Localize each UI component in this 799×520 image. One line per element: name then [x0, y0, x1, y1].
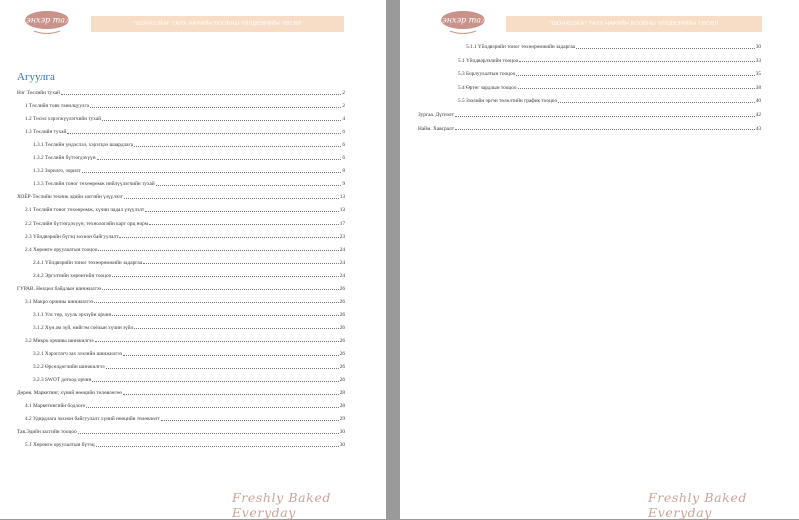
- toc-leader-dots: [94, 302, 339, 303]
- bakery-logo: [19, 8, 75, 36]
- toc-entry-page: 26: [339, 285, 345, 292]
- toc-entry[interactable]: [25, 414, 345, 422]
- toc-entry-page: 23: [339, 233, 345, 240]
- toc-leader-dots: [143, 263, 339, 264]
- toc-entry[interactable]: [33, 153, 345, 161]
- toc-entry-page: 26: [339, 364, 345, 371]
- toc-entry-page: 24: [339, 259, 345, 266]
- header-title: "ШОНХОЗЕН" ТАЛХ НАРИЙН БООВНЫ ҮЙЛДВЭРИЙН ТӨСӨЛ: [133, 21, 302, 27]
- document-page-left: [0, 0, 386, 519]
- toc-entry[interactable]: [17, 88, 345, 96]
- toc-entry-label: Нэг Төслийн тухай: [17, 90, 60, 96]
- toc-entry-page: 4: [342, 116, 345, 123]
- toc-entry-label: 3.2 Микро орчины шинжилгээ: [25, 337, 94, 344]
- toc-entry-label: 4.1 Маркетингийн бодлого: [25, 403, 86, 410]
- document-page-right: [400, 0, 799, 519]
- toc-leader-dots: [92, 381, 338, 382]
- toc-entry[interactable]: [33, 323, 345, 331]
- toc-entry-page: 13: [339, 207, 345, 214]
- toc-leader-dots: [95, 341, 339, 342]
- toc-entry-page: 2: [342, 103, 345, 110]
- toc-entry[interactable]: [25, 114, 345, 122]
- toc-leader-dots: [134, 328, 338, 329]
- toc-leader-dots: [455, 129, 755, 130]
- toc-entry-label: 5.1 Хөрөнгө оруулалтын бүтэц: [25, 442, 95, 449]
- toc-entry[interactable]: [25, 219, 345, 227]
- toc-entry[interactable]: [33, 271, 345, 279]
- toc-entry[interactable]: [17, 284, 345, 292]
- toc-entry-label: 1.3.2 Төслийн бүтээгдэхүүн: [33, 155, 96, 162]
- toc-entry-page: 42: [755, 112, 761, 118]
- toc-entry-label: 2.4.1 Үйлдвэрийн тоног төхөөрөмжийн задаргаа: [33, 259, 143, 266]
- toc-entry-label: 5.4 Өртөг зардлын тооцоо: [458, 84, 517, 91]
- toc-entry[interactable]: [466, 42, 761, 50]
- toc-leader-dots: [576, 48, 755, 49]
- toc-entry-label: 3.2.1 Хэрэглэгч зах зээлийн шинжилгээ: [33, 351, 123, 357]
- toc-entry-page: 24: [339, 272, 345, 279]
- toc-leader-dots: [518, 88, 755, 89]
- toc-entry[interactable]: [17, 192, 345, 200]
- toc-leader-dots: [123, 394, 339, 395]
- toc-entry[interactable]: [25, 232, 345, 240]
- toc-leader-dots: [112, 315, 338, 316]
- toc-leader-dots: [96, 446, 339, 447]
- toc-entry[interactable]: [33, 362, 345, 370]
- toc-entry-page: 38: [755, 84, 761, 91]
- toc-entry-page: 35: [755, 71, 761, 78]
- toc-leader-dots: [97, 159, 342, 160]
- toc-entry-page: 26: [339, 377, 345, 384]
- logo-text: Цэнхэр талх: [435, 15, 491, 25]
- toc-entry-label: 2.4.2 Эргэлтийн хөрөнгийн тооцоо: [33, 272, 112, 279]
- toc-entry-label: 1.3.1 Төслийн үндэслэл, хэрэгцээ шаардлага: [33, 142, 134, 149]
- toc-title: Агуулга: [17, 71, 55, 83]
- toc-entry[interactable]: [25, 336, 345, 344]
- toc-leader-dots: [102, 120, 341, 121]
- toc-entry[interactable]: [25, 101, 345, 109]
- toc-entry-label: 5.1.1 Үйлдвэрийн тоног төхөөрөмжийн задаргаа: [466, 44, 576, 50]
- toc-leader-dots: [86, 407, 338, 408]
- toc-entry-label: 1.3.2 Зорилго, зорилт: [33, 168, 81, 175]
- toc-entry-page: 43: [755, 125, 761, 132]
- toc-entry-label: Тав.Эдийн засгийн тооцоо: [17, 429, 77, 436]
- toc-entry-label: ГУРАВ. Нөхцөл байдлын шинжилгээ: [17, 285, 102, 292]
- toc-entry[interactable]: [33, 310, 345, 318]
- toc-leader-dots: [161, 420, 339, 421]
- logo-text: Цэнхэр талх: [19, 15, 75, 25]
- toc-entry-label: 2.4 Хөрөнгө оруулалтын тооцоо: [25, 246, 98, 253]
- toc-entry-label: 5.5 Зээлийн эргэн төлөлтийн график тооцоо: [458, 98, 558, 105]
- header-title: "ШОНХОЗЕН" ТАЛХ НАРИЙН БООВНЫ ҮЙЛДВЭРИЙН ТӨСӨЛ: [549, 21, 719, 27]
- toc-leader-dots: [156, 185, 342, 186]
- toc-entry[interactable]: [25, 205, 345, 213]
- toc-entry[interactable]: [418, 110, 761, 118]
- toc-leader-dots: [119, 237, 338, 238]
- toc-entry[interactable]: [458, 96, 761, 104]
- toc-entry-label: Найм. Хавсралт: [418, 125, 455, 132]
- toc-entry-page: 2: [342, 90, 345, 96]
- toc-entry-label: 1.2 Төсөл хэрэгжүүлэгчийн тухай: [25, 116, 102, 123]
- toc-leader-dots: [98, 250, 338, 251]
- toc-entry[interactable]: [458, 83, 761, 91]
- toc-entry-label: 2.3 Үйлдвэрийн бүтэц зохион байгуулалт: [25, 233, 119, 240]
- toc-entry-label: 3.1.1 Улс төр, хууль эрхзүйн орчин: [33, 311, 112, 318]
- toc-leader-dots: [516, 75, 754, 76]
- toc-entry-page: 6: [342, 129, 345, 136]
- toc-leader-dots: [102, 289, 339, 290]
- toc-entry[interactable]: [33, 166, 345, 174]
- toc-entry[interactable]: [25, 401, 345, 409]
- toc-entry-label: 3.1.2 Хүн ам зүй, нийгэм соёлын хүчин зүйл: [33, 324, 134, 331]
- toc-entry[interactable]: [25, 297, 345, 305]
- toc-entry[interactable]: [33, 349, 345, 357]
- toc-entry[interactable]: [25, 245, 345, 253]
- toc-leader-dots: [519, 61, 754, 62]
- toc-entry-label: 1.3.3 Төслийн тоног төхөөрөмж нийлүүлэгчийн тухай: [33, 181, 155, 188]
- toc-entry[interactable]: [17, 427, 345, 435]
- toc-entry-label: 5.1 Үйлдвэрлэлийн тооцоо: [458, 57, 519, 64]
- toc-leader-dots: [67, 133, 341, 134]
- toc-entry-page: 26: [339, 351, 345, 357]
- toc-entry[interactable]: [33, 179, 345, 187]
- toc-entry-page: 26: [339, 324, 345, 331]
- toc-entry-page: 26: [339, 337, 345, 344]
- toc-entry[interactable]: [25, 440, 345, 448]
- toc-leader-dots: [82, 172, 342, 173]
- toc-entry[interactable]: [25, 127, 345, 135]
- toc-entry[interactable]: [17, 388, 345, 396]
- toc-leader-dots: [455, 116, 755, 117]
- toc-entry-page: 30: [339, 442, 345, 449]
- toc-entry-label: 3.2.3 SWOT дотоод орчин: [33, 377, 92, 384]
- toc-leader-dots: [124, 198, 339, 199]
- toc-leader-dots: [123, 355, 339, 356]
- footer-slogan: Freshly Baked Everyday: [648, 490, 747, 520]
- header-band: [91, 16, 344, 32]
- toc-entry-page: 26: [339, 311, 345, 318]
- toc-entry-page: 28: [339, 390, 345, 397]
- toc-entry-page: 13: [339, 194, 345, 201]
- toc-entry-page: 30: [339, 429, 345, 436]
- toc-entry[interactable]: [33, 258, 345, 266]
- toc-leader-dots: [149, 224, 339, 225]
- footer-slogan: Freshly Baked Everyday: [232, 490, 331, 520]
- toc-entry-page: 24: [339, 246, 345, 253]
- toc-entry[interactable]: [418, 124, 761, 132]
- toc-entry-label: 4.2 Удирдлага зохион байгуулалт хүний нөөцийн төлөвлөлт: [25, 416, 160, 423]
- toc-entry-label: 2.1 Төслийн тоног төхөөрөмж, хүчин чадал үзүүлэлт: [25, 207, 145, 214]
- toc-leader-dots: [90, 107, 341, 108]
- toc-entry-page: 17: [339, 220, 345, 227]
- toc-entry-page: 6: [342, 142, 345, 149]
- toc-entry-label: 3.2.2 Өрсөлдөгчийн шинжилгээ: [33, 364, 105, 371]
- header-band: [506, 16, 762, 32]
- bakery-logo: [435, 8, 491, 36]
- toc-entry-page: 29: [339, 416, 345, 423]
- toc-entry-label: Дөрөв. Маркетинг, хүний нөөцийн төлөвлөгөө: [17, 390, 122, 397]
- toc-entry-label: 1 Төслийн товч танилцуулга: [25, 103, 89, 110]
- toc-leader-dots: [106, 368, 339, 369]
- toc-entry-page: 40: [755, 98, 761, 105]
- toc-leader-dots: [134, 146, 341, 147]
- toc-leader-dots: [558, 102, 755, 103]
- toc-entry-label: 2.2 Төслийн бүтээгдэхүүн, технологийн карт орц норм: [25, 220, 149, 227]
- toc-leader-dots: [61, 94, 341, 95]
- toc-entry-page: 6: [342, 155, 345, 162]
- toc-entry-label: 3.1 Макро орчины шинжилгээ: [25, 298, 94, 305]
- toc-entry-label: Зургаа. Дүгнэлт: [418, 112, 454, 118]
- toc-entry-page: 28: [339, 403, 345, 410]
- toc-leader-dots: [112, 276, 338, 277]
- toc-entry-label: ХОЁР·Төслийн техник эдийн засгийн үзүүлэлт: [17, 194, 123, 201]
- toc-entry[interactable]: [33, 375, 345, 383]
- toc-leader-dots: [145, 211, 338, 212]
- toc-entry-page: 26: [339, 298, 345, 305]
- toc-entry[interactable]: [33, 140, 345, 148]
- toc-entry-page: 33: [755, 57, 761, 64]
- toc-entry[interactable]: [458, 56, 761, 64]
- toc-entry-page: 8: [342, 168, 345, 175]
- toc-entry-page: 9: [342, 181, 345, 188]
- toc-entry-label: 5.3 Борлуулалтын тооцоо: [458, 71, 516, 78]
- toc-leader-dots: [78, 433, 339, 434]
- toc-entry[interactable]: [458, 69, 761, 77]
- toc-entry-page: 30: [755, 44, 761, 50]
- toc-entry-label: 1.3 Төслийн тухай: [25, 129, 67, 136]
